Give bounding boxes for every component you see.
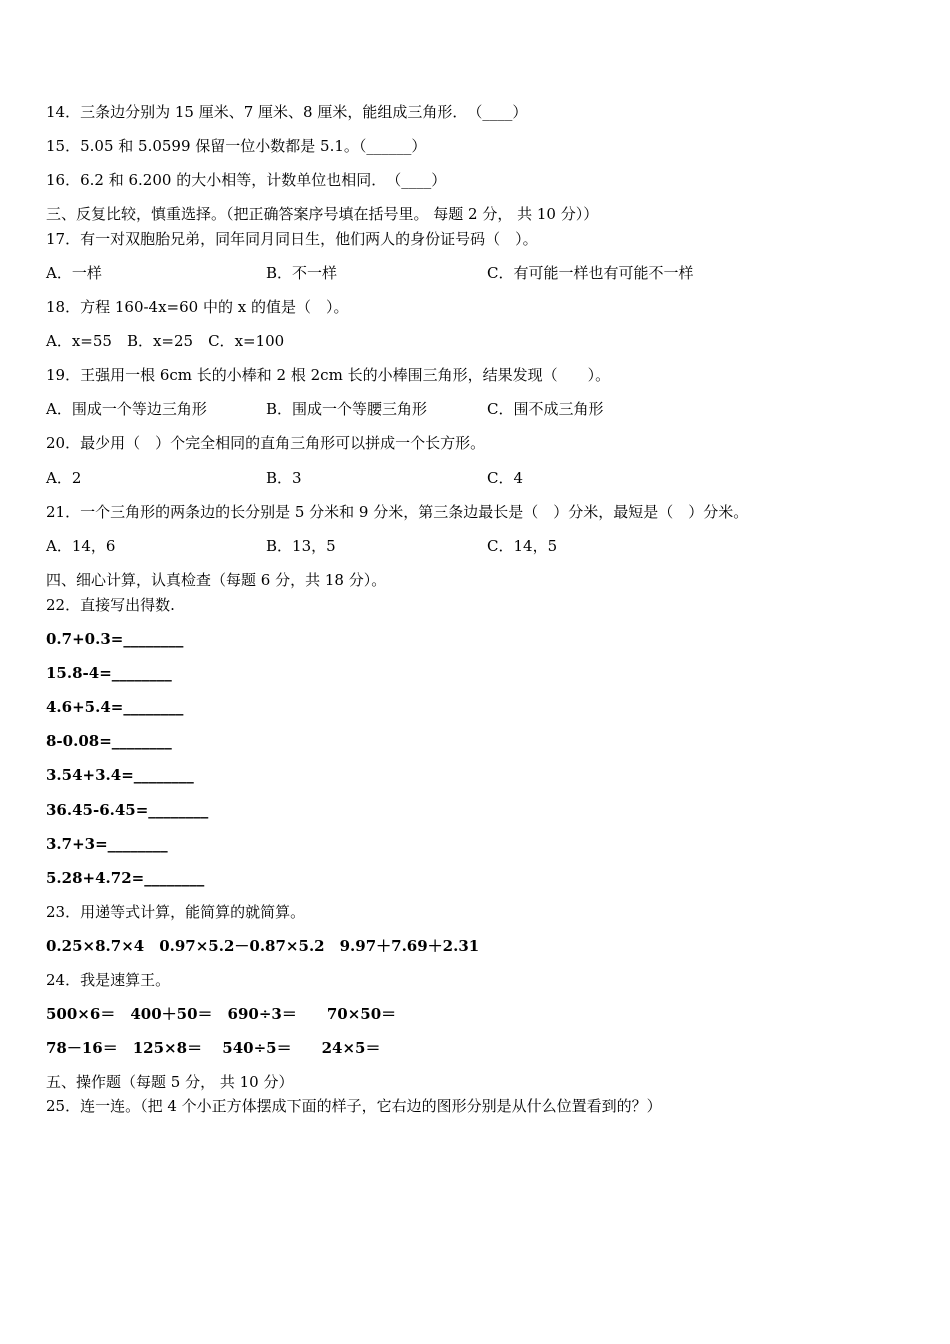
question-15: 15．5.05 和 5.0599 保留一位小数都是 5.1。（______） [46,137,427,155]
question-23-stem: 23．用递等式计算，能简算的就简算。 [46,903,306,921]
question-17-option-b: B．不一样 [266,264,338,282]
section-3-heading: 三、反复比较，慎重选择。（把正确答案序号填在括号里。 每题 2 分， 共 10 分）） [46,205,599,223]
question-19-stem: 19．王强用一根 6cm 长的小棒和 2 根 2cm 长的小棒围三角形，结果发现（ ）。 [46,366,611,384]
question-19-option-b: B．围成一个等腰三角形 [266,400,428,418]
calc-item: 3.7+3=________ [46,835,168,853]
question-20-stem: 20．最少用（ ）个完全相同的直角三角形可以拼成一个长方形。 [46,434,486,452]
section-4-heading: 四、细心计算，认真检查（每题 6 分，共 18 分）。 [46,571,387,589]
calc-item: 4.6+5.4=________ [46,698,184,716]
question-21-option-c: C．14，5 [487,537,558,555]
question-17-option-a: A．一样 [46,264,102,282]
calc-item: 15.8-4=________ [46,664,172,682]
question-17-stem: 17．有一对双胞胎兄弟，同年同月同日生，他们两人的身份证号码（ ）。 [46,230,538,248]
calc-item: 5.28+4.72=________ [46,869,205,887]
question-21-option-a: A．14，6 [46,537,116,555]
question-20-option-c: C．4 [487,469,524,487]
section-5-heading: 五、操作题（每题 5 分， 共 10 分） [46,1073,294,1091]
question-17-option-c: C．有可能一样也有可能不一样 [487,264,694,282]
calc-item: 36.45-6.45=________ [46,801,209,819]
question-21-stem: 21．一个三角形的两条边的长分别是 5 分米和 9 分米，第三条边最长是（ ）分米，最短是（ ）分米。 [46,503,749,521]
question-25-stem: 25．连一连。（把 4 个小正方体摆成下面的样子，它右边的图形分别是从什么位置看到的？） [46,1097,662,1115]
question-20-option-b: B．3 [266,469,302,487]
calc-item: 0.7+0.3=________ [46,630,184,648]
question-19-option-c: C．围不成三角形 [487,400,604,418]
calc-item: 8-0.08=________ [46,732,172,750]
question-23-expressions: 0.25×8.7×4 0.97×5.2－0.87×5.2 9.97＋7.69＋2.31 [46,937,480,955]
question-14: 14．三条边分别为 15 厘米、7 厘米、8 厘米，能组成三角形． （____） [46,103,528,121]
question-21-option-b: B．13，5 [266,537,336,555]
question-16: 16．6.2 和 6.200 的大小相等，计数单位也相同． （____） [46,171,447,189]
question-24-stem: 24．我是速算王。 [46,971,171,989]
question-22-stem: 22．直接写出得数. [46,596,175,614]
question-19-option-a: A．围成一个等边三角形 [46,400,207,418]
question-18-stem: 18．方程 160-4x=60 中的 x 的值是（ ）。 [46,298,349,316]
question-20-option-a: A．2 [46,469,82,487]
question-24-row-1: 500×6＝ 400＋50＝ 690÷3＝ 70×50＝ [46,1005,397,1023]
question-18-options: A．x=55 B．x=25 C．x=100 [46,332,285,350]
calc-item: 3.54+3.4=________ [46,766,194,784]
question-24-row-2: 78－16＝ 125×8＝ 540÷5＝ 24×5＝ [46,1039,381,1057]
